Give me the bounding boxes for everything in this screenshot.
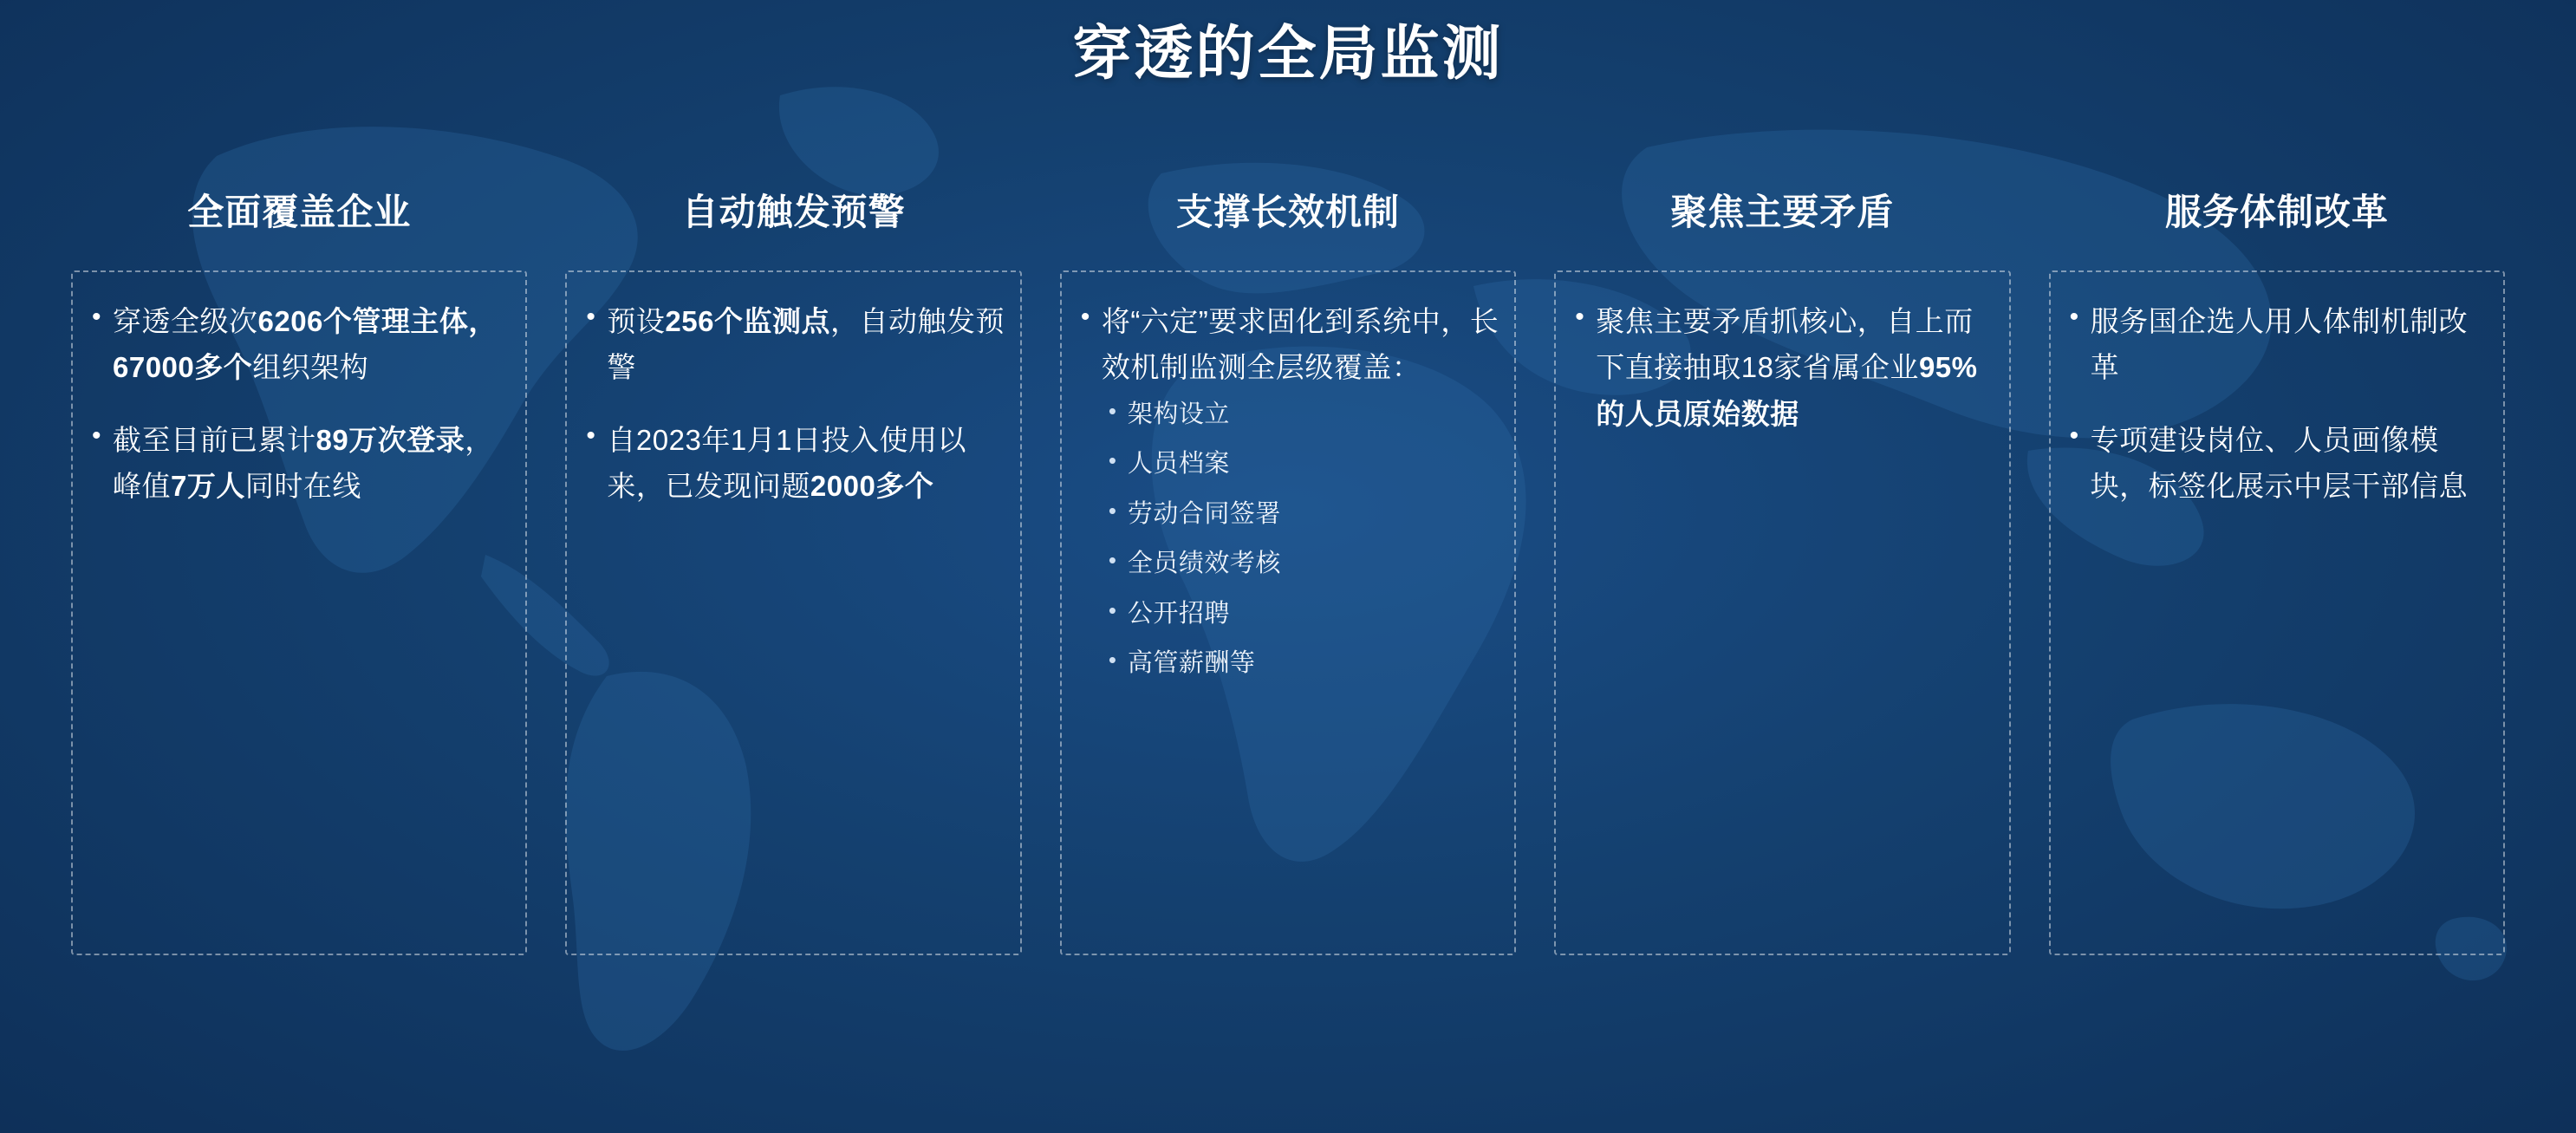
column-3-bullet-list <box>1070 298 1500 683</box>
list-item: • 聚焦主要矛盾抓核心，自上而下直接抽取18家省属企业95%的人员原始数据 <box>1564 298 1994 437</box>
column-1-bullet-list <box>81 298 511 510</box>
list-item: • 高管薪酬等 <box>1102 645 1500 683</box>
page-title: 穿透的全局监测 <box>1072 21 1504 87</box>
column-3-bullet-text: 将“六定”要求固化到系统中，长效机制监测全层级覆盖： <box>1101 305 1499 384</box>
column-1-heading: 全面覆盖企业 <box>187 192 412 232</box>
column-4-bullet-list <box>1564 298 1994 437</box>
list-item: • 预设256个监测点，自动触发预警 <box>576 298 1005 391</box>
list-item: • 人员档案 <box>1102 446 1500 484</box>
column-5-heading: 服务体制改革 <box>2164 192 2389 232</box>
list-item: • 自2023年1月1日投入使用以来，已发现问题2000多个 <box>576 417 1005 510</box>
column-2-bullet-list <box>576 298 1005 510</box>
column-1 <box>52 184 546 955</box>
column-3-body <box>1060 270 1516 955</box>
column-5-bullet-list <box>2059 298 2489 510</box>
column-4-body <box>1554 270 2010 955</box>
column-3 <box>1041 184 1535 955</box>
column-2-heading: 自动触发预警 <box>681 192 906 232</box>
list-item <box>1070 298 1500 683</box>
column-3-heading: 支撑长效机制 <box>1176 192 1401 232</box>
column-5-body <box>2049 270 2505 955</box>
list-item: • 架构设立 <box>1102 396 1500 434</box>
column-1-body <box>71 270 527 955</box>
column-2 <box>546 184 1040 955</box>
list-item: • 穿透全级次6206个管理主体，67000多个组织架构 <box>81 298 511 391</box>
columns-container <box>52 184 2524 955</box>
list-item: • 全员绩效考核 <box>1102 545 1500 583</box>
list-item: • 专项建设岗位、人员画像模块，标签化展示中层干部信息 <box>2059 417 2489 510</box>
list-item: • 服务国企选人用人体制机制改革 <box>2059 298 2489 391</box>
column-2-body <box>565 270 1021 955</box>
column-5 <box>2030 184 2524 955</box>
list-item: • 公开招聘 <box>1102 596 1500 634</box>
list-item: • 截至目前已累计89万次登录，峰值7万人同时在线 <box>81 417 511 510</box>
column-4-heading: 聚焦主要矛盾 <box>1670 192 1895 232</box>
column-4 <box>1535 184 2029 955</box>
list-item: • 劳动合同签署 <box>1102 496 1500 534</box>
column-3-sub-list <box>1102 396 1500 683</box>
